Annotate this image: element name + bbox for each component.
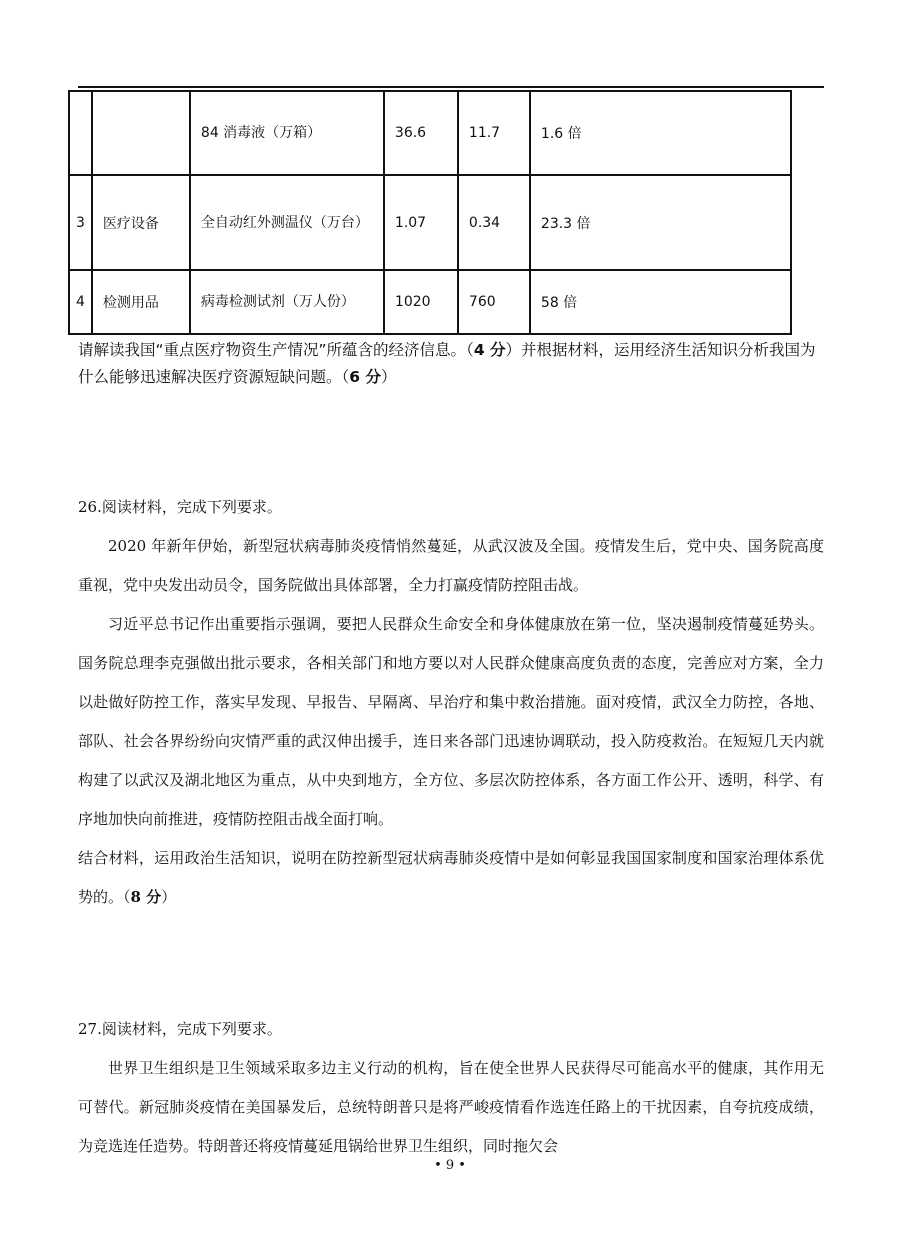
q25-text-part3: ） [380,368,397,386]
q25-text-part1: 请解读我国“重点医疗物资生产情况”所蕴含的经济信息。（ [78,341,474,359]
q25-score-2: 6 分 [349,368,381,386]
q26-question-text: 结合材料，运用政治生活知识，说明在防控新型冠状病毒肺炎疫情中是如何彰显我国国家制度和国家治理体系优势的。（ [78,849,824,906]
q25-text-part2: ）并根据材料，运用经济生活知识分析我国为什么能够迅速解决医疗资源短缺问题。（ [78,341,816,386]
q26-paragraph-2: 习近平总书记作出重要指示强调，要把人民群众生命安全和身体健康放在第一位，坚决遏制疫情蔓延势头。国务院总理李克强做出批示要求，各相关部门和地方要以对人民群众健康高度负责的态度，完善应对方案，全力以赴做好防控工作，落实早发现、早报告、早隔离、早治疗和集中救治措施。面对疫情，武汉全力防控，各地、部队、社会各界纷纷向灾情严重的武汉伸出援手，连日来各部门迅速协调联动，投入防疫救治。在短短几天内就构建了以武汉及湖北地区为重点，从中央到地方，全方位、多层次防控体系，各方面工作公开、透明，科学、有序地加快向前推进，疫情防控阻击战全面打响。 [78,615,824,828]
q26-score: 8 分 [130,888,162,906]
q26-paragraph-1: 2020 年新年伊始，新型冠状病毒肺炎疫情悄然蔓延，从武汉波及全国。疫情发生后，党中央、国务院高度重视，党中央发出动员令，国务院做出具体部署，全力打赢疫情防控阻击战。 [78,537,824,594]
row-item: 84 消毒液（万箱） [190,91,384,175]
row-ratio: 58 倍 [530,270,791,334]
page-number: • 9 • [434,1158,466,1173]
row-ratio: 23.3 倍 [530,175,791,270]
table-row [69,175,791,270]
question-25-prompt [78,337,824,391]
q26-heading: 26.阅读材料，完成下列要求。 [78,498,282,516]
top-rule [78,86,824,88]
table-row [69,270,791,334]
question-27 [78,1010,824,1166]
row-ratio: 1.6 倍 [530,91,791,175]
medical-supplies-table [68,90,792,335]
row-value-b: 760 [458,270,530,334]
row-value-a: 36.6 [384,91,458,175]
row-number: 4 [69,270,92,334]
row-value-b: 11.7 [458,91,530,175]
q27-heading: 27.阅读材料，完成下列要求。 [78,1020,282,1038]
row-category: 医疗设备 [92,175,190,270]
row-value-a: 1.07 [384,175,458,270]
q26-question [78,839,824,917]
q25-score-1: 4 分 [473,341,506,359]
row-category [92,91,190,175]
row-item: 病毒检测试剂（万人份） [190,270,384,334]
row-number [69,91,92,175]
row-number: 3 [69,175,92,270]
row-item: 全自动红外测温仪（万台） [190,175,384,270]
question-26 [78,488,824,917]
row-category: 检测用品 [92,270,190,334]
q27-paragraph-1: 世界卫生组织是卫生领域采取多边主义行动的机构，旨在使全世界人民获得尽可能高水平的健康，其作用无可替代。新冠肺炎疫情在美国暴发后，总统特朗普只是将严峻疫情看作选连任路上的干扰因素，自夸抗疫成绩，为竞选连任造势。特朗普还将疫情蔓延甩锅给世界卫生组织，同时拖欠会 [78,1059,824,1155]
table-row [69,91,791,175]
row-value-a: 1020 [384,270,458,334]
q26-question-close: ） [161,888,177,906]
row-value-b: 0.34 [458,175,530,270]
